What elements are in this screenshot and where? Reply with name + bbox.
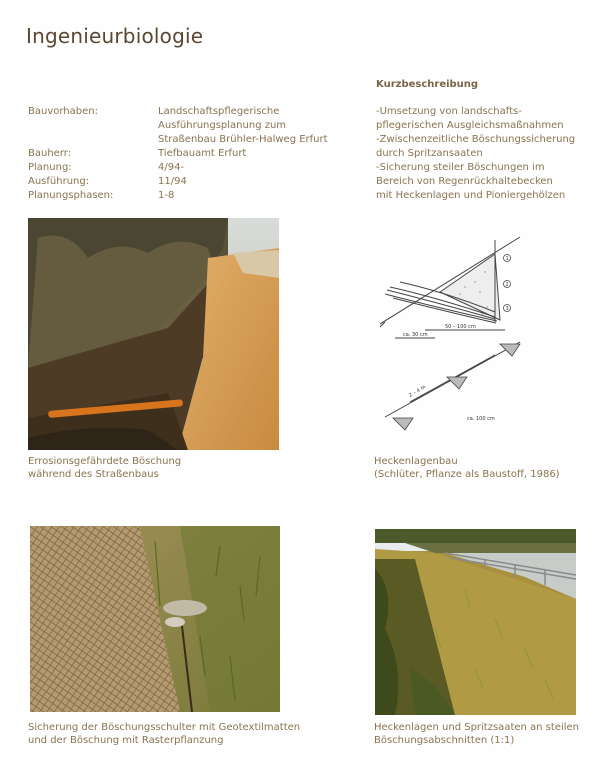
info-row (28, 189, 348, 203)
kurz-line: durch Spritzansaaten (376, 148, 483, 159)
info-row (28, 147, 348, 161)
caption-line: Böschungsabschnitten (1:1) (374, 735, 515, 746)
diagram-marker-2: 2 (505, 282, 509, 288)
kurzbeschreibung-heading: Kurzbeschreibung (376, 79, 479, 90)
info-row (28, 175, 348, 189)
info-value: Straßenbau Brühler-Halweg Erfurt (158, 134, 328, 145)
caption-line: Sicherung der Böschungsschulter mit Geotextilmatten (28, 722, 301, 733)
kurzbeschreibung-list (376, 105, 586, 203)
page-title: Ingenieurbiologie (26, 24, 204, 48)
info-row (28, 133, 348, 147)
info-row (28, 105, 348, 119)
info-label: Bauvorhaben: (28, 106, 98, 117)
kurz-line: Bereich von Regenrückhaltebecken (376, 176, 553, 187)
info-value: Landschaftspflegerische (158, 106, 280, 117)
caption-photo2 (28, 721, 328, 747)
diagram-dim-spacing: 2 – 4 m (408, 384, 428, 399)
heckenlagenbau-diagram (355, 232, 540, 446)
photo-erosion-slope (28, 218, 279, 450)
info-row (28, 119, 348, 133)
info-label: Bauherr: (28, 148, 72, 159)
kurz-line: -Zwischenzeitliche Böschungssicherung (376, 134, 576, 145)
info-value: 11/94 (158, 176, 187, 187)
caption-diagram (374, 455, 594, 481)
caption-photo1 (28, 455, 288, 481)
info-label: Planung: (28, 162, 72, 173)
info-value: Tiefbauamt Erfurt (158, 148, 247, 159)
photo-hedge-layers (375, 529, 576, 715)
kurz-line: -Sicherung steiler Böschungen im (376, 162, 545, 173)
info-label (28, 119, 158, 133)
info-row (28, 161, 348, 175)
caption-line: während des Straßenbaus (28, 469, 159, 480)
project-info-table (28, 105, 348, 203)
kurz-line: -Umsetzung von landschafts- (376, 106, 522, 117)
diagram-dim-length: 50 – 100 cm (445, 324, 476, 330)
kurz-line: mit Heckenlagen und Pioniergehölzen (376, 190, 566, 201)
caption-line: Heckenlagenbau (374, 456, 458, 467)
kurz-line: pflegerischen Ausgleichsmaßnahmen (376, 120, 564, 131)
photo-geotextile-slope (30, 526, 280, 712)
info-label: Ausführung: (28, 176, 90, 187)
diagram-dim-100: ca. 100 cm (467, 416, 495, 422)
info-value: 4/94- (158, 162, 185, 173)
diagram-marker-1: 1 (505, 256, 509, 262)
info-value: 1-8 (158, 190, 175, 201)
diagram-marker-3: 3 (505, 306, 509, 312)
diagram-dim-30: ca. 30 cm (403, 332, 428, 338)
caption-line: und der Böschung mit Rasterpflanzung (28, 735, 224, 746)
caption-line: Heckenlagen und Spritzsaaten an steilen (374, 722, 580, 733)
caption-photo3 (374, 721, 594, 747)
caption-line: (Schlüter, Pflanze als Baustoff, 1986) (374, 469, 560, 480)
caption-line: Errosionsgefährdete Böschung (28, 456, 182, 467)
info-value: Ausführungsplanung zum (158, 120, 287, 131)
info-label (28, 133, 158, 147)
info-label: Planungsphasen: (28, 190, 114, 201)
